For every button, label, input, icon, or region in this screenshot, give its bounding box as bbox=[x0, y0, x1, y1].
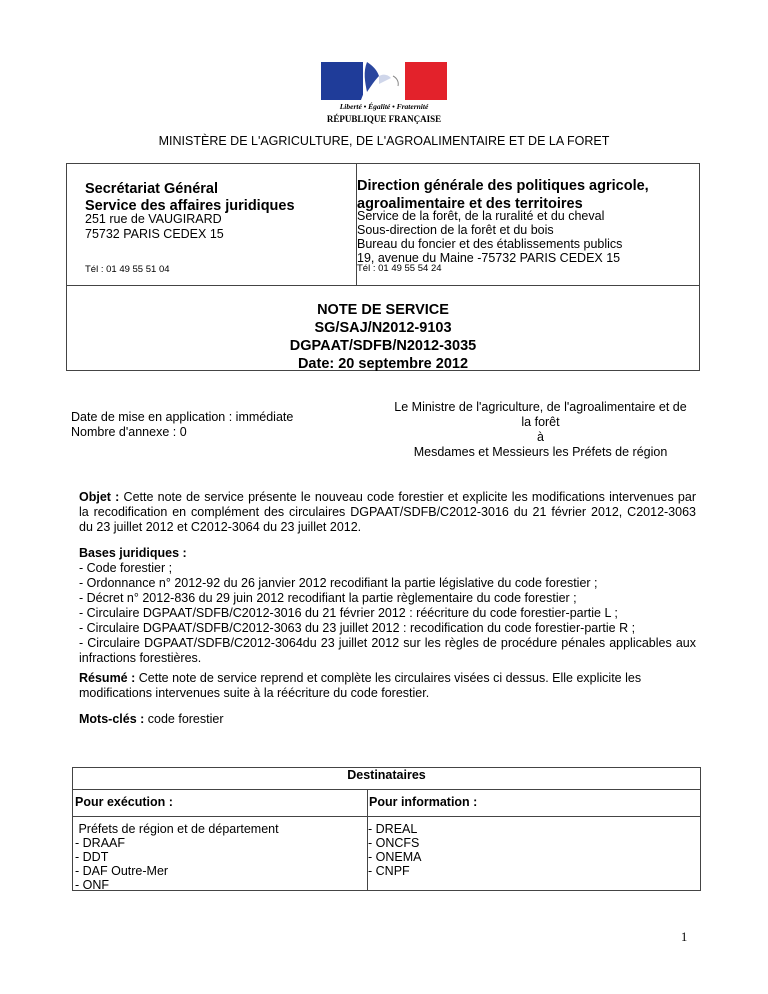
information-item: - ONCFS bbox=[368, 836, 420, 850]
execution-item: - ONF bbox=[75, 878, 110, 892]
information-item: - ONEMA bbox=[368, 850, 422, 864]
direction-block bbox=[357, 177, 697, 213]
sender-address-line: 251 rue de VAUGIRARD bbox=[85, 212, 222, 226]
direction-address-line: Sous-direction de la forêt et du bois bbox=[357, 223, 554, 237]
recipients-title: Destinataires bbox=[72, 767, 701, 790]
sender-line1: Secrétariat Général bbox=[85, 181, 218, 197]
information-item: - DREAL bbox=[368, 822, 418, 836]
bases-item: - Décret n° 2012-836 du 29 juin 2012 recodifiant la partie règlementaire du code forestier ; bbox=[79, 591, 577, 605]
direction-address bbox=[357, 209, 622, 265]
republic-name: RÉPUBLIQUE FRANÇAISE bbox=[326, 114, 442, 124]
execution-item: - DAF Outre-Mer bbox=[75, 864, 169, 878]
objet-text: Cette note de service présente le nouveau code forestier et explicite les modifications intervenues par la recodification en complément des circulaires DGPAAT/SDFB/C2012-3016 du 21 février 2012, C2012-3063 du 23 juillet 2012 et C2012-3064 du 23 juillet 2012. bbox=[79, 490, 696, 534]
direction-line1: Direction générale des politiques agricole, bbox=[357, 178, 649, 194]
sender-address bbox=[85, 212, 224, 242]
bases-item: - Code forestier ; bbox=[79, 561, 173, 575]
note-ref2: DGPAAT/SDFB/N2012-3035 bbox=[289, 338, 477, 354]
objet-paragraph bbox=[79, 490, 696, 535]
information-list bbox=[368, 822, 421, 878]
direction-line2: agroalimentaire et des territoires bbox=[357, 196, 583, 212]
marianne-flag-icon bbox=[321, 62, 447, 100]
sender-address-line: 75732 PARIS CEDEX 15 bbox=[85, 227, 224, 241]
ministry-title: MINISTÈRE DE L'AGRICULTURE, DE L'AGROALIMENTAIRE ET DE LA FORET bbox=[158, 134, 610, 148]
resume-label: Résumé : bbox=[79, 671, 136, 685]
sender-line2: Service des affaires juridiques bbox=[85, 198, 295, 214]
bases-item: - Circulaire DGPAAT/SDFB/C2012-3063 du 23 juillet 2012 : recodification du code forestier-partie R ; bbox=[79, 621, 636, 635]
resume-text: Cette note de service reprend et complète les circulaires visées ci dessus. Elle explicite les modifications intervenues suite à la réécriture du code forestier. bbox=[79, 671, 642, 700]
note-date: Date: 20 septembre 2012 bbox=[297, 356, 469, 372]
keywords-paragraph bbox=[79, 712, 696, 727]
bases-label: Bases juridiques : bbox=[79, 546, 187, 560]
republic-motto: Liberté • Égalité • Fraternité bbox=[339, 102, 429, 111]
republique-logo bbox=[321, 62, 447, 130]
information-label: Pour information : bbox=[369, 795, 478, 809]
addressee-line3: à bbox=[537, 430, 544, 444]
execution-item: - DRAAF bbox=[75, 836, 125, 850]
objet-label: Objet : bbox=[79, 490, 120, 504]
direction-address-line: 19, avenue du Maine -75732 PARIS CEDEX 15 bbox=[357, 251, 621, 265]
note-ref1: SG/SAJ/N2012-9103 bbox=[314, 320, 452, 336]
recipients-row-divider bbox=[72, 816, 701, 817]
bases-item: - Circulaire DGPAAT/SDFB/C2012-3064du 23 juillet 2012 sur les règles de procédure pénales applicables aux infractions forestières. bbox=[79, 636, 696, 665]
addressee-line1: Le Ministre de l'agriculture, de l'agroalimentaire et de bbox=[394, 400, 687, 414]
note-title: NOTE DE SERVICE bbox=[317, 302, 449, 318]
page-number: 1 bbox=[681, 930, 688, 944]
bases-juridiques bbox=[79, 546, 696, 666]
execution-label: Pour exécution : bbox=[75, 795, 173, 809]
execution-item: - DDT bbox=[75, 850, 109, 864]
addressee-block bbox=[380, 400, 701, 460]
annex-count: Nombre d'annexe : 0 bbox=[71, 425, 187, 439]
application-date: Date de mise en application : immédiate bbox=[71, 410, 294, 424]
bases-item: - Ordonnance n° 2012-92 du 26 janvier 2012 recodifiant la partie législative du code forestier ; bbox=[79, 576, 598, 590]
execution-item: Préfets de région et de département bbox=[75, 822, 279, 836]
bases-item: - Circulaire DGPAAT/SDFB/C2012-3016 du 21 février 2012 : réécriture du code forestier-partie L ; bbox=[79, 606, 618, 620]
direction-address-line: Service de la forêt, de la ruralité et du cheval bbox=[357, 209, 605, 223]
addressee-line4: Mesdames et Messieurs les Préfets de région bbox=[413, 445, 668, 459]
keywords-text: code forestier bbox=[144, 712, 224, 726]
sender-block bbox=[85, 181, 295, 215]
sender-tel: Tél : 01 49 55 51 04 bbox=[85, 264, 170, 275]
information-item: - CNPF bbox=[368, 864, 410, 878]
direction-address-line: Bureau du foncier et des établissements publics bbox=[357, 237, 623, 251]
application-info bbox=[71, 410, 293, 440]
addressee-line2: la forêt bbox=[521, 415, 560, 429]
resume-paragraph bbox=[79, 671, 696, 701]
direction-tel: Tél : 01 49 55 54 24 bbox=[357, 263, 442, 274]
execution-list bbox=[75, 822, 279, 892]
note-heading bbox=[66, 301, 700, 373]
keywords-label: Mots-clés : bbox=[79, 712, 145, 726]
